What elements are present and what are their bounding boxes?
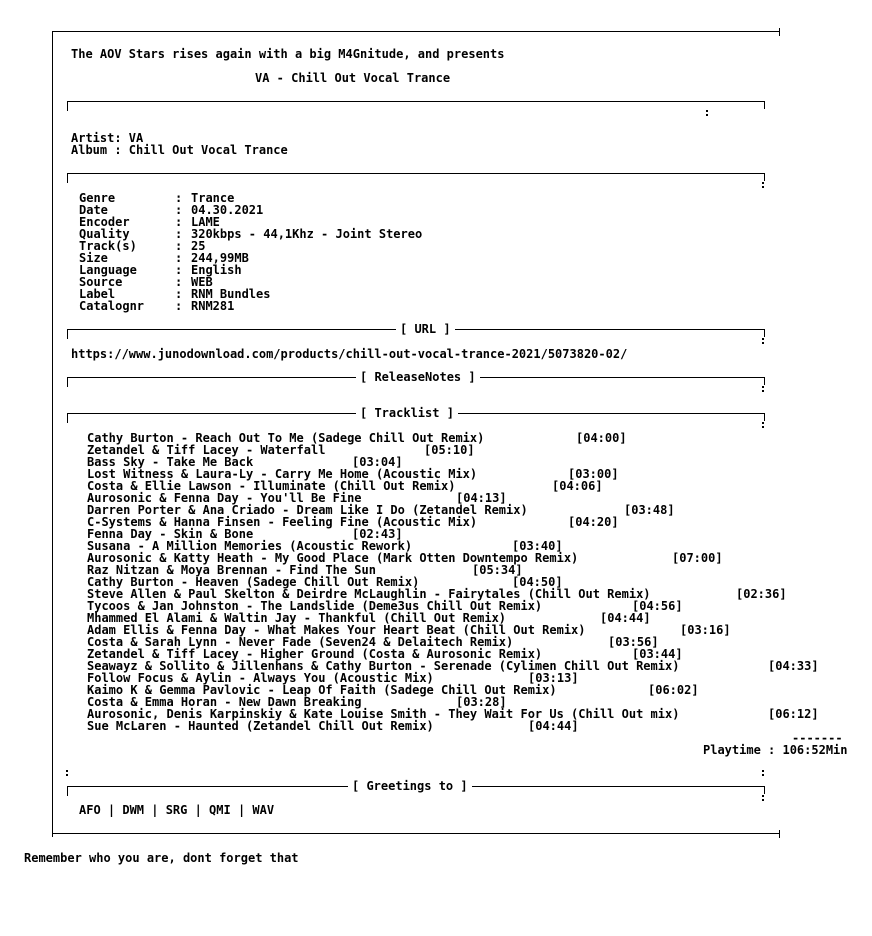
track-name: Cathy Burton - Reach Out To Me (Sadege Chill Out Remix) bbox=[87, 431, 485, 445]
track-name: Tycoos & Jan Johnston - The Landslide (Deme3us Chill Out Remix) bbox=[87, 599, 543, 613]
info-separator: : bbox=[175, 191, 183, 205]
track-name: Fenna Day - Skin & Bone bbox=[87, 527, 254, 541]
info-separator: : bbox=[175, 251, 183, 265]
intro-line: The AOV Stars rises again with a big M4Gnitude, and presents bbox=[71, 47, 505, 61]
artist-box-colon-mark bbox=[706, 110, 708, 112]
url-box-right-tick bbox=[764, 329, 765, 337]
info-box-top bbox=[67, 173, 765, 174]
artist-line: Artist: VA bbox=[71, 131, 144, 145]
greetings-left-colon-mark bbox=[66, 770, 68, 772]
tracklist-section-title: [ Tracklist ] bbox=[356, 407, 458, 419]
artist-box-right-tick bbox=[764, 101, 765, 109]
track-time: [03:28] bbox=[456, 695, 507, 709]
tracklist-box-colon-mark bbox=[762, 422, 764, 424]
info-separator: : bbox=[175, 263, 183, 277]
greetings-box-colon-mark bbox=[762, 795, 764, 797]
release-notes-box-right-tick bbox=[764, 377, 765, 385]
info-box-colon-mark bbox=[762, 182, 764, 184]
track-time: [03:04] bbox=[352, 455, 403, 469]
playtime-rule: ------- bbox=[792, 731, 843, 745]
track-time: [04:44] bbox=[528, 719, 579, 733]
url-box-colon-mark bbox=[762, 338, 764, 340]
track-name: C-Systems & Hanna Finsen - Feeling Fine (Acoustic Mix) bbox=[87, 515, 478, 529]
info-separator: : bbox=[175, 239, 183, 253]
track-time: [06:02] bbox=[648, 683, 699, 697]
info-value: RNM281 bbox=[191, 299, 235, 313]
info-key: Language bbox=[79, 263, 137, 277]
track-time: [02:36] bbox=[736, 587, 787, 601]
track-time: [04:06] bbox=[552, 479, 603, 493]
track-name: Costa & Sarah Lynn - Never Fade (Seven24 & Delaitech Remix) bbox=[87, 635, 514, 649]
greetings-box-left-tick bbox=[67, 786, 68, 796]
track-time: [04:33] bbox=[768, 659, 819, 673]
release-notes-box-colon-mark bbox=[762, 386, 764, 388]
track-name: Darren Porter & Ana Criado - Dream Like I Do (Zetandel Remix) bbox=[87, 503, 528, 517]
url-box-left-tick bbox=[67, 329, 68, 339]
info-key: Date bbox=[79, 203, 108, 217]
track-time: [02:43] bbox=[352, 527, 403, 541]
track-name: Raz Nitzan & Moya Brennan - Find The Sun bbox=[87, 563, 376, 577]
info-key: Quality bbox=[79, 227, 130, 241]
release-notes-box-left-tick bbox=[67, 377, 68, 387]
track-name: Susana - A Million Memories (Acoustic Rework) bbox=[87, 539, 413, 553]
track-time: [04:13] bbox=[456, 491, 507, 505]
info-separator: : bbox=[175, 203, 183, 217]
track-time: [04:44] bbox=[600, 611, 651, 625]
tracklist-box-right-tick bbox=[764, 413, 765, 421]
info-value: 320kbps - 44,1Khz - Joint Stereo bbox=[191, 227, 423, 241]
info-key: Track(s) bbox=[79, 239, 137, 253]
info-value: English bbox=[191, 263, 242, 277]
track-name: Sue McLaren - Haunted (Zetandel Chill Out Remix) bbox=[87, 719, 434, 733]
url-section-title: [ URL ] bbox=[396, 323, 455, 335]
track-time: [04:00] bbox=[576, 431, 627, 445]
info-value: Trance bbox=[191, 191, 235, 205]
info-value: WEB bbox=[191, 275, 213, 289]
info-separator: : bbox=[175, 299, 183, 313]
track-time: [03:48] bbox=[624, 503, 675, 517]
info-value: 244,99MB bbox=[191, 251, 249, 265]
track-time: [03:44] bbox=[632, 647, 683, 661]
info-box-right-tick bbox=[764, 173, 765, 181]
track-name: Aurosonic & Fenna Day - You'll Be Fine bbox=[87, 491, 362, 505]
album-line: Album : Chill Out Vocal Trance bbox=[71, 143, 288, 157]
info-key: Size bbox=[79, 251, 108, 265]
release-url-link[interactable]: https://www.junodownload.com/products/chill-out-vocal-trance-2021/5073820-02/ bbox=[71, 347, 628, 361]
track-time: [03:16] bbox=[680, 623, 731, 637]
track-time: [07:00] bbox=[672, 551, 723, 565]
track-name: Costa & Emma Horan - New Dawn Breaking bbox=[87, 695, 362, 709]
info-value: RNM Bundles bbox=[191, 287, 271, 301]
info-value: 04.30.2021 bbox=[191, 203, 264, 217]
info-value: LAME bbox=[191, 215, 220, 229]
track-name: Follow Focus & Aylin - Always You (Acoustic Mix) bbox=[87, 671, 434, 685]
outer-frame-bottom bbox=[52, 833, 780, 834]
track-time: [03:00] bbox=[568, 467, 619, 481]
outer-frame-top-right-tick bbox=[779, 28, 780, 36]
outer-frame-bottom-right-tick bbox=[779, 830, 780, 838]
greetings-groups: AFO | DWM | SRG | QMI | WAV bbox=[79, 803, 275, 817]
track-time: [03:40] bbox=[512, 539, 563, 553]
track-name: Seawayz & Sollito & Jillenhans & Cathy Burton - Serenade (Cylimen Chill Out Remix) bbox=[87, 659, 680, 673]
track-time: [04:20] bbox=[568, 515, 619, 529]
track-time: [03:13] bbox=[528, 671, 579, 685]
tracklist-box-left-tick bbox=[67, 413, 68, 423]
track-name: Lost Witness & Laura-Ly - Carry Me Home (Acoustic Mix) bbox=[87, 467, 478, 481]
playtime-total: Playtime : 106:52Min bbox=[703, 743, 848, 757]
track-name: Costa & Ellie Lawson - Illuminate (Chill Out Remix) bbox=[87, 479, 456, 493]
track-name: Cathy Burton - Heaven (Sadege Chill Out Remix) bbox=[87, 575, 420, 589]
release-title: VA - Chill Out Vocal Trance bbox=[255, 71, 451, 85]
track-time: [04:50] bbox=[512, 575, 563, 589]
info-key: Genre bbox=[79, 191, 116, 205]
release-notes-section-title: [ ReleaseNotes ] bbox=[356, 371, 480, 383]
info-key: Label bbox=[79, 287, 116, 301]
info-box-left-tick bbox=[67, 173, 68, 183]
info-key: Catalognr bbox=[79, 299, 145, 313]
track-time: [03:56] bbox=[608, 635, 659, 649]
info-key: Encoder bbox=[79, 215, 130, 229]
footer-text: Remember who you are, dont forget that bbox=[24, 851, 299, 865]
info-separator: : bbox=[175, 275, 183, 289]
track-name: Mhammed El Alami & Waltin Jay - Thankful (Chill Out Remix) bbox=[87, 611, 507, 625]
greetings-right-colon-mark bbox=[762, 770, 764, 772]
track-time: [04:56] bbox=[632, 599, 683, 613]
track-time: [05:34] bbox=[472, 563, 523, 577]
outer-frame-top bbox=[52, 31, 780, 32]
track-name: Aurosonic, Denis Karpinskiy & Kate Louise Smith - They Wait For Us (Chill Out mix) bbox=[87, 707, 680, 721]
info-separator: : bbox=[175, 227, 183, 241]
artist-box-left-tick bbox=[67, 101, 68, 111]
info-value: 25 bbox=[191, 239, 206, 253]
track-name: Steve Allen & Paul Skelton & Deirdre McLaughlin - Fairytales (Chill Out Remix) bbox=[87, 587, 651, 601]
track-name: Zetandel & Tiff Lacey - Waterfall bbox=[87, 443, 326, 457]
info-key: Source bbox=[79, 275, 123, 289]
track-name: Kaimo K & Gemma Pavlovic - Leap Of Faith (Sadege Chill Out Remix) bbox=[87, 683, 557, 697]
outer-frame-left bbox=[52, 31, 53, 837]
track-name: Zetandel & Tiff Lacey - Higher Ground (Costa & Aurosonic Remix) bbox=[87, 647, 543, 661]
artist-box-top bbox=[67, 101, 765, 102]
track-name: Bass Sky - Take Me Back bbox=[87, 455, 254, 469]
track-name: Aurosonic & Katty Heath - My Good Place (Mark Otten Downtempo Remix) bbox=[87, 551, 579, 565]
info-separator: : bbox=[175, 215, 183, 229]
greetings-section-title: [ Greetings to ] bbox=[348, 780, 472, 792]
info-separator: : bbox=[175, 287, 183, 301]
greetings-box-right-tick bbox=[764, 786, 765, 794]
track-time: [06:12] bbox=[768, 707, 819, 721]
track-name: Adam Ellis & Fenna Day - What Makes Your Heart Beat (Chill Out Remix) bbox=[87, 623, 586, 637]
track-time: [05:10] bbox=[424, 443, 475, 457]
